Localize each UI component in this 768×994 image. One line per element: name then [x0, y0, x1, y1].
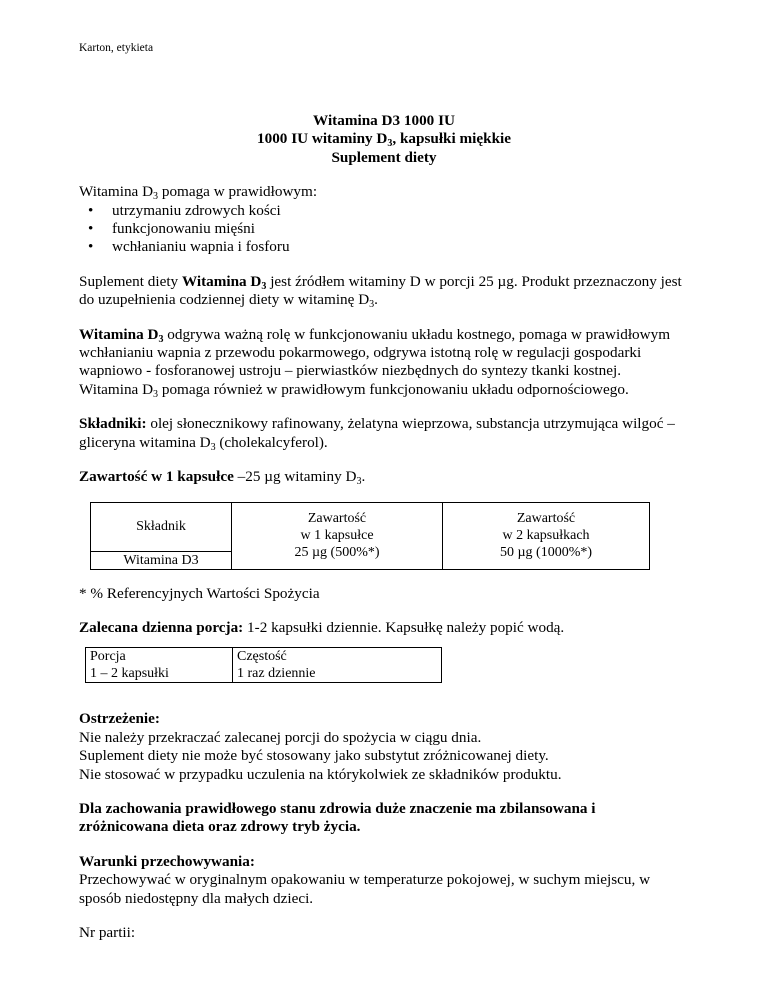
table-cell: Zawartość w 2 kapsułkach 50 µg (1000%*) [443, 502, 650, 569]
list-item: • utrzymaniu zdrowych kości [112, 202, 689, 220]
table-header-cell: Składnik [91, 502, 232, 551]
capsule-content: Zawartość w 1 kapsułce –25 µg witaminy $D_3$. [79, 468, 366, 488]
vitamin-role-text: Witamina $D_3$ odgrywa ważną rolę w funkcjonowaniu układu kostnego, pomaga w prawidłowym wchłanianiu wapnia z przewodu pokarmowego, odgrywa istotną rolę w regulacji gospodarki wapniowo - fosforanowej ustroju – pierwiastków niezbędnych do syntezy tkanki kostnej. [79, 325, 671, 380]
table-cell: Częstość 1 raz dziennie [233, 648, 442, 683]
title-line-1: Witamina D3 1000 IU [313, 112, 455, 129]
storage-text: Przechowywać w oryginalnym opakowaniu w temperaturze pokojowej, w suchym miejscu, w sposób niedostępny dla małych dzieci. [79, 871, 651, 907]
document-body [79, 112, 689, 942]
list-item: • wchłanianiu wapnia i fosforu [112, 238, 689, 256]
warning-line: Suplement diety nie może być stosowany jako substytut zróżnicowanej diety. [79, 747, 549, 765]
dose-table [85, 647, 442, 683]
warning-line: Nie należy przekraczać zalecanej porcji do spożycia w ciągu dnia. [79, 728, 482, 746]
nutrition-table [90, 502, 650, 570]
batch-number: Nr partii: [79, 923, 136, 941]
list-item: • funkcjonowaniu mięśni [112, 220, 689, 238]
table-row [91, 502, 650, 551]
recommended-dose: Zalecana dzienna porcja: 1-2 kapsułki dziennie. Kapsułkę należy popić wodą. [79, 618, 565, 636]
benefits-list [79, 202, 689, 257]
table-row [86, 648, 442, 683]
immune-text: Witamina $D_3$ pomaga również w prawidłowym funkcjonowaniu układu odpornościowego. [79, 380, 629, 400]
table-cell: Porcja 1 – 2 kapsułki [86, 648, 233, 683]
page-header: Karton, etykieta [79, 42, 154, 54]
table-cell: Zawartość w 1 kapsułce 25 µg (500%*) [232, 502, 443, 569]
intro-text: Witamina $D_3$ pomaga w prawidłowym: [79, 183, 318, 203]
ingredients: Składniki: olej słonecznikowy rafinowany, żelatyna wieprzowa, substancja utrzymująca wilgoć – gliceryna witamina $D_3$ (cholekalcyferol). [79, 415, 675, 453]
title-line-2: 1000 IU witaminy $D_3$, kapsułki miękkie [257, 130, 511, 150]
warning-line: Nie stosować w przypadku uczulenia na którykolwiek ze składników produktu. [79, 765, 562, 783]
table-cell: Witamina D3 [91, 551, 232, 569]
storage-title: Warunki przechowywania: [79, 852, 255, 870]
warning-title: Ostrzeżenie: [79, 710, 160, 728]
health-note: Dla zachowania prawidłowego stanu zdrowia duże znaczenie ma zbilansowana i zróżnicowana dieta oraz zdrowy tryb życia. [79, 799, 596, 836]
title-line-3: Suplement diety [331, 148, 437, 166]
product-description: Suplement diety Witamina $D_3$ jest źródłem witaminy D w porcji 25 µg. Produkt przeznaczony jest do uzupełnienia codziennej diety w witaminę $D_3$. [79, 272, 682, 311]
footnote: * % Referencyjnych Wartości Spożycia [79, 584, 320, 602]
